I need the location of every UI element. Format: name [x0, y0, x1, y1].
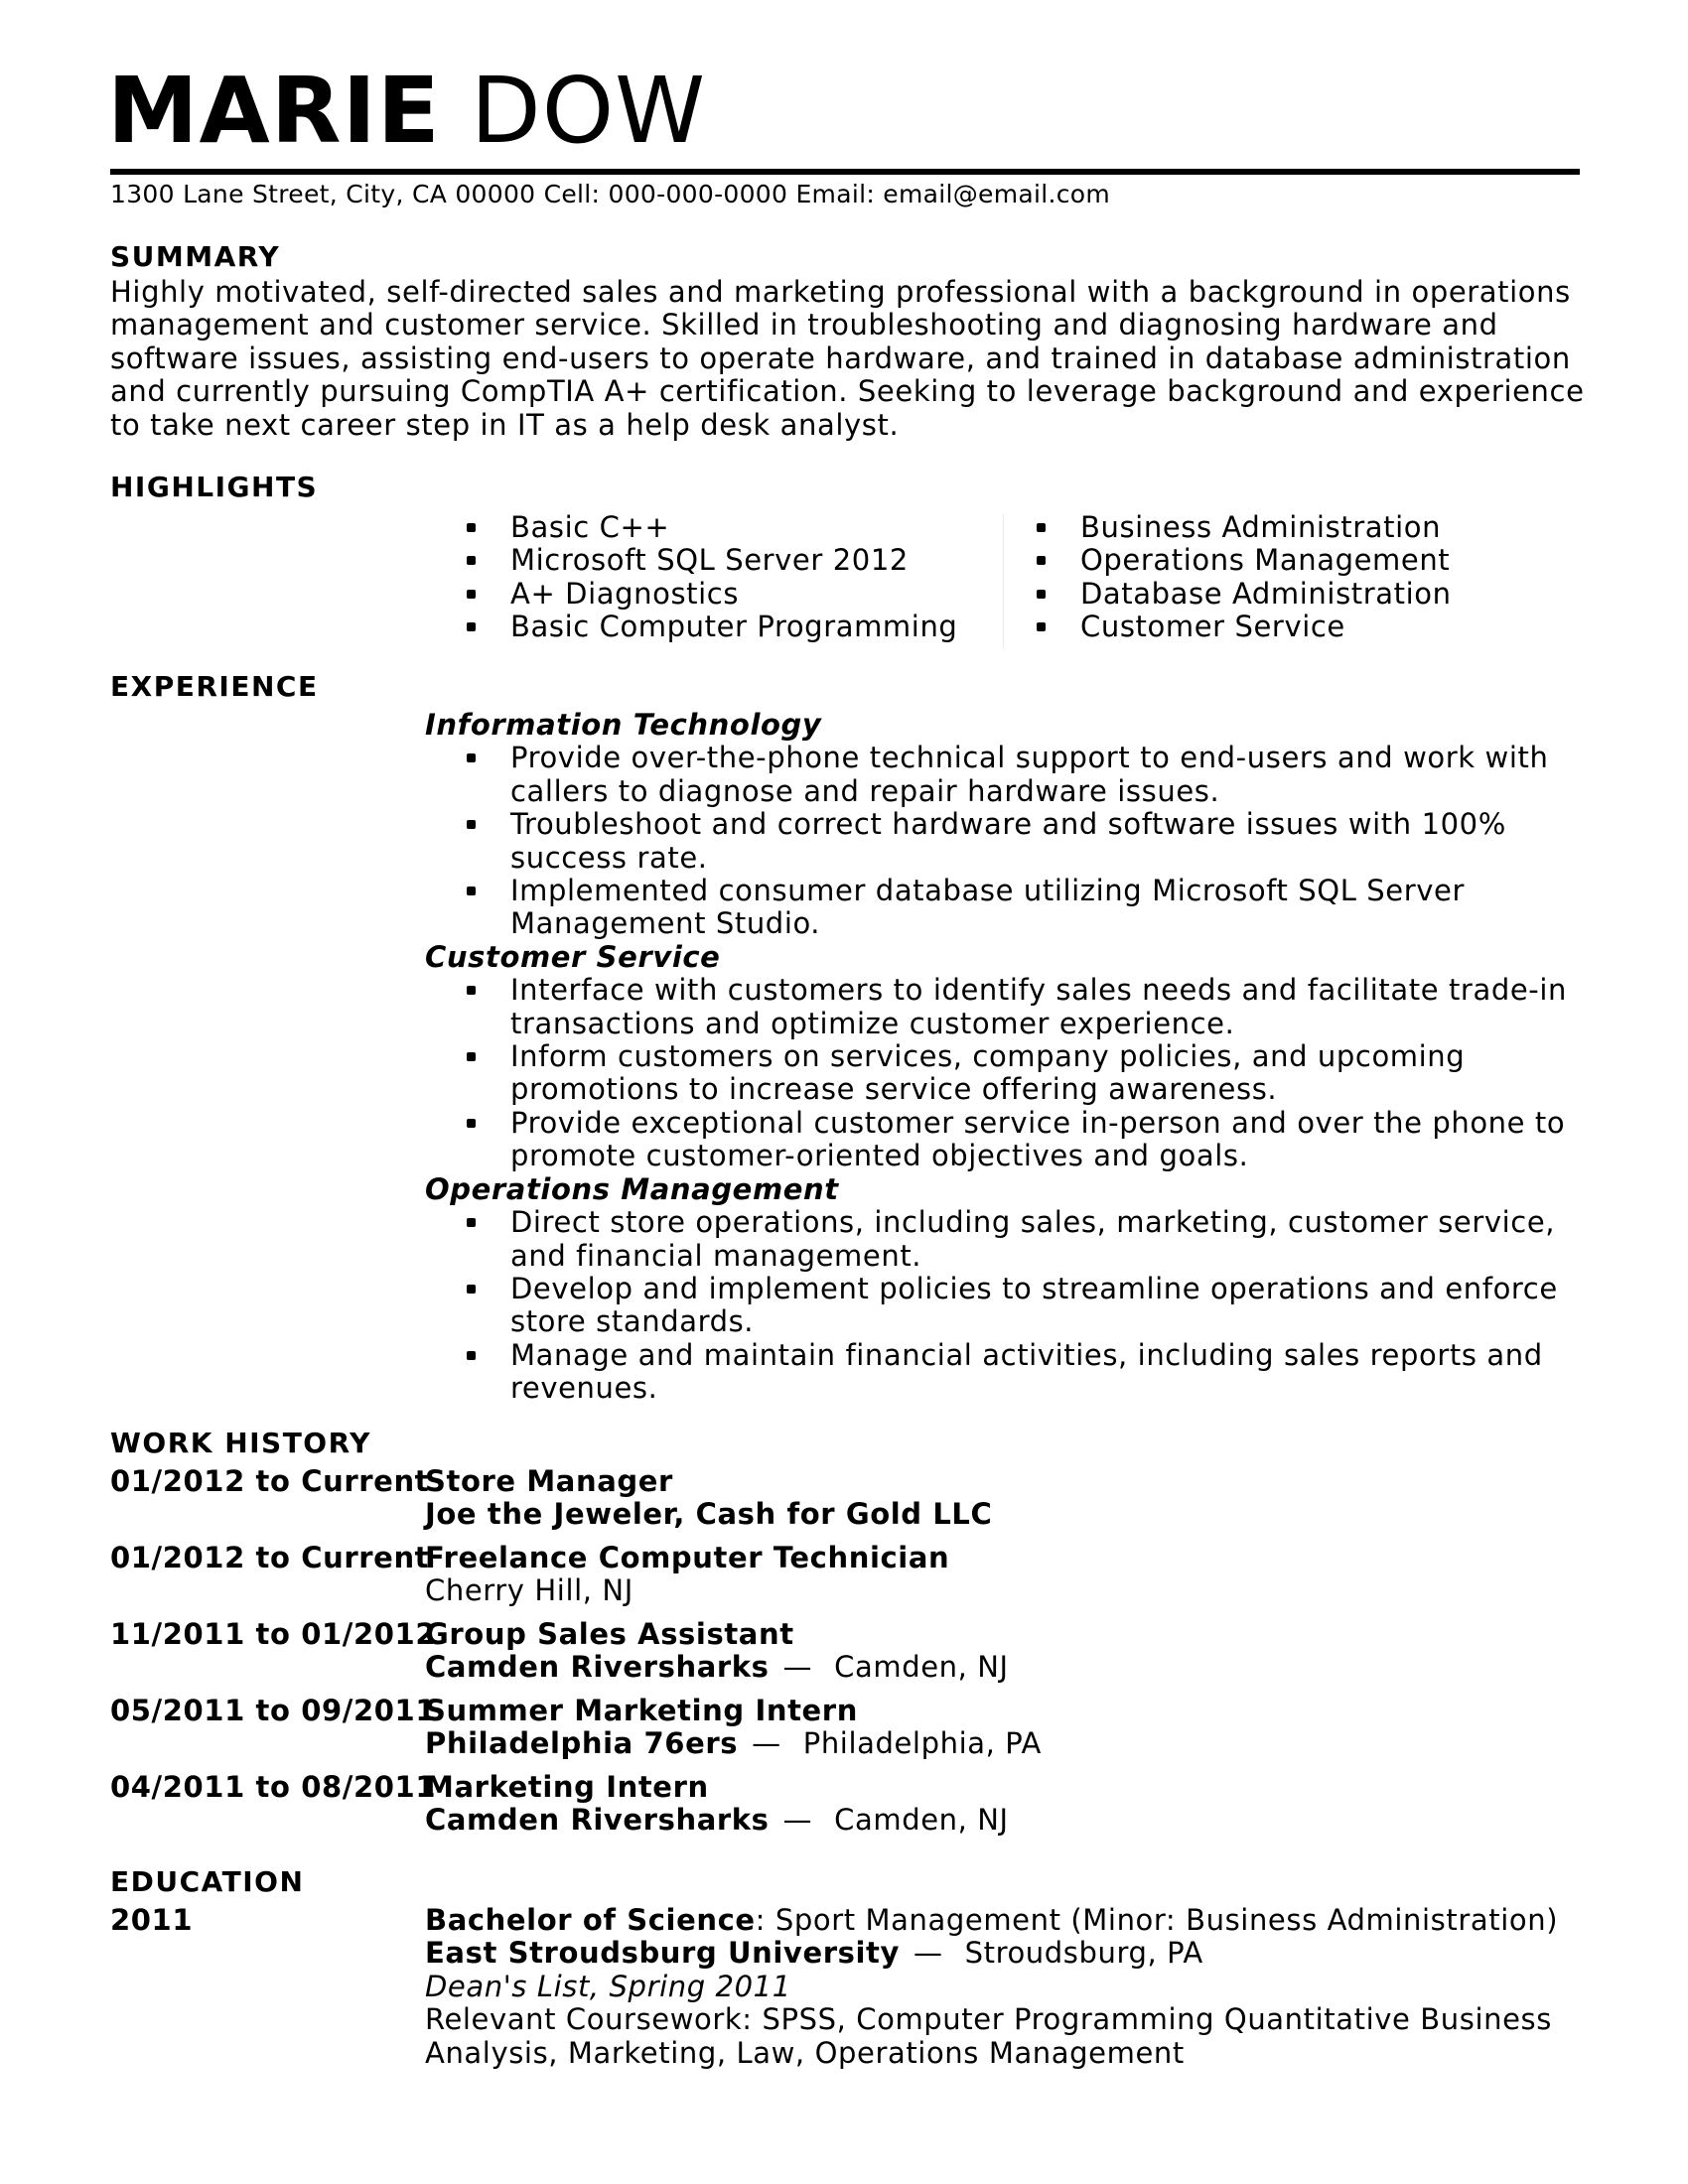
- coursework-line: Analysis, Marketing, Law, Operations Management: [425, 2035, 1185, 2070]
- bullet-icon: [467, 1119, 476, 1128]
- bullet-icon: [467, 622, 476, 631]
- bullet-icon: [467, 1052, 476, 1061]
- education-year: 2011: [110, 1903, 194, 1937]
- experience-group-heading: Operations Management: [425, 1171, 839, 1206]
- job-dates: 01/2012 to Current: [110, 1541, 430, 1574]
- dash-separator: —: [752, 1726, 781, 1761]
- bullet-icon: [1037, 523, 1046, 532]
- experience-item: Inform customers on services, company policies, and upcoming promotions to increase service offering awareness.: [467, 1040, 1617, 1107]
- experience-item: Manage and maintain financial activities, including sales reports and revenues.: [467, 1339, 1617, 1406]
- summary-line: Highly motivated, self-directed sales and marketing professional with a background in operations: [110, 275, 1571, 309]
- job-location: Cherry Hill, NJ: [425, 1573, 633, 1608]
- bullet-icon: [467, 753, 476, 762]
- highlight-item: Basic Computer Programming: [467, 611, 957, 643]
- job-employer: Joe the Jeweler, Cash for Gold LLC: [425, 1497, 993, 1532]
- experience-item: Provide exceptional customer service in-person and over the phone to promote customer-oriented objectives and goals.: [467, 1107, 1617, 1173]
- job-employer: Philadelphia 76ers: [425, 1726, 739, 1761]
- highlight-item: A+ Diagnostics: [467, 578, 957, 611]
- work-history-heading: WORK HISTORY: [110, 1427, 371, 1459]
- job-dates: 04/2011 to 08/2011: [110, 1770, 437, 1804]
- bullet-icon: [467, 986, 476, 995]
- experience-group-heading: Customer Service: [425, 939, 721, 974]
- candidate-name: [107, 58, 707, 164]
- highlight-item: Operations Management: [1037, 544, 1452, 577]
- bullet-icon: [467, 1351, 476, 1360]
- experience-item: Provide over-the-phone technical support to end-users and work with callers to diagnose and repair hardware issues.: [467, 742, 1617, 808]
- major: : Sport Management (Minor: Business Administration): [755, 1903, 1559, 1937]
- school-location: Stroudsburg, PA: [964, 1936, 1203, 1971]
- bullet-icon: [467, 523, 476, 532]
- experience-item: Troubleshoot and correct hardware and software issues with 100% success rate.: [467, 808, 1617, 875]
- highlight-item: Customer Service: [1037, 611, 1452, 643]
- dash-separator: —: [913, 1936, 943, 1971]
- summary-line: to take next career step in IT as a help desk analyst.: [110, 407, 900, 442]
- last-name: DOW: [470, 58, 707, 164]
- experience-group: [425, 709, 1617, 941]
- job-employer: Camden Riversharks: [425, 1650, 770, 1685]
- experience-item: Implemented consumer database utilizing Microsoft SQL Server Management Studio.: [467, 875, 1617, 941]
- summary-line: and currently pursuing CompTIA A+ certification. Seeking to leverage background and experience: [110, 374, 1585, 409]
- highlights-column-2: [1037, 511, 1452, 644]
- bullet-icon: [1037, 556, 1046, 565]
- highlights-heading: HIGHLIGHTS: [110, 471, 319, 503]
- highlight-item: Database Administration: [1037, 578, 1452, 611]
- contact-line: 1300 Lane Street, City, CA 00000 Cell: 000-000-0000 Email: email@email.com: [110, 180, 1111, 208]
- school-name: East Stroudsburg University: [425, 1936, 900, 1971]
- summary-heading: SUMMARY: [110, 240, 281, 273]
- job-title: Freelance Computer Technician: [425, 1541, 950, 1574]
- highlight-item: Microsoft SQL Server 2012: [467, 544, 957, 577]
- summary-line: management and customer service. Skilled in troubleshooting and diagnosing hardware and: [110, 308, 1498, 342]
- first-name: MARIE: [107, 58, 441, 164]
- job-title: Marketing Intern: [425, 1770, 709, 1804]
- job-location: Camden, NJ: [834, 1650, 1009, 1685]
- bullet-icon: [467, 1218, 476, 1227]
- job-title: Store Manager: [425, 1464, 673, 1498]
- job-employer: Camden Riversharks: [425, 1803, 770, 1838]
- bullet-icon: [467, 820, 476, 829]
- highlights-divider: [1003, 513, 1004, 648]
- highlights-column-1: [467, 511, 957, 644]
- degree: Bachelor of Science: [425, 1903, 756, 1937]
- experience-heading: EXPERIENCE: [110, 670, 319, 703]
- bullet-icon: [467, 887, 476, 895]
- summary-line: software issues, assisting end-users to operate hardware, and trained in database administration: [110, 341, 1571, 375]
- bullet-icon: [1037, 622, 1046, 631]
- job-location: Camden, NJ: [834, 1803, 1009, 1838]
- job-location: Philadelphia, PA: [802, 1726, 1042, 1761]
- coursework-line: Relevant Coursework: SPSS, Computer Programming Quantitative Business: [425, 2002, 1552, 2037]
- experience-item: Direct store operations, including sales, marketing, customer service, and financial management.: [467, 1206, 1617, 1273]
- highlight-item: Basic C++: [467, 511, 957, 544]
- bullet-icon: [467, 590, 476, 599]
- job-title: Group Sales Assistant: [425, 1617, 794, 1651]
- job-dates: 11/2011 to 01/2012: [110, 1617, 437, 1651]
- experience-item: Develop and implement policies to streamline operations and enforce store standards.: [467, 1273, 1617, 1339]
- bullet-icon: [467, 556, 476, 565]
- experience-item: Interface with customers to identify sales needs and facilitate trade-in transactions and optimize customer experience.: [467, 974, 1617, 1040]
- experience-list: [425, 709, 1617, 1406]
- summary-text: [110, 276, 1600, 442]
- job-dates: 05/2011 to 09/2011: [110, 1694, 437, 1727]
- dash-separator: —: [782, 1803, 813, 1838]
- education-heading: EDUCATION: [110, 1865, 305, 1898]
- experience-group: [425, 941, 1617, 1173]
- job-dates: 01/2012 to Current: [110, 1464, 430, 1498]
- experience-group: [425, 1173, 1617, 1406]
- job-title: Summer Marketing Intern: [425, 1694, 858, 1727]
- honors: Dean's List, Spring 2011: [425, 1969, 791, 2003]
- experience-group-heading: Information Technology: [425, 708, 822, 742]
- dash-separator: —: [782, 1650, 813, 1685]
- header-rule: [110, 169, 1580, 175]
- bullet-icon: [467, 1285, 476, 1294]
- bullet-icon: [1037, 590, 1046, 599]
- highlight-item: Business Administration: [1037, 511, 1452, 544]
